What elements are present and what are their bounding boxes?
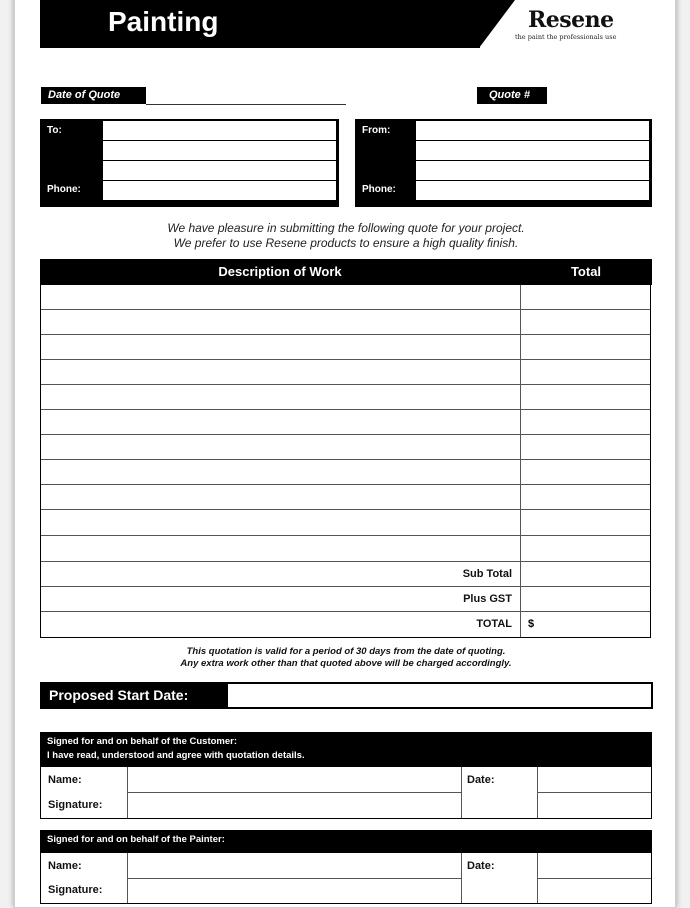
customer-sign-heading-line-1: Signed for and on behalf of the Customer: [47, 736, 237, 747]
customer-signature-field[interactable] [129, 794, 459, 817]
row-line [41, 409, 650, 410]
description-column-header: Description of Work [218, 264, 342, 279]
painter-date-label: Date: [467, 860, 495, 872]
terms-line-2: Any extra work other than that quoted above will be charged accordingly. [180, 658, 512, 669]
to-block [40, 119, 339, 207]
work-table [40, 284, 651, 638]
row-line [41, 484, 650, 485]
to-label: To: [47, 125, 62, 136]
divider [127, 878, 461, 879]
divider [461, 767, 462, 818]
date-of-quote-label: Date of Quote [41, 87, 146, 104]
painter-signature-label: Signature: [48, 884, 103, 896]
divider [461, 853, 462, 903]
brand-logo: Resene [528, 7, 614, 33]
table-header [40, 259, 652, 285]
row-line [41, 586, 650, 587]
to-line-2[interactable] [102, 140, 337, 161]
to-line-1[interactable] [102, 120, 337, 141]
proposed-start-date-field[interactable] [40, 682, 653, 709]
painter-date-field[interactable] [539, 854, 649, 877]
from-phone-field[interactable] [415, 180, 650, 201]
painter-name-label: Name: [48, 860, 82, 872]
divider [537, 878, 651, 879]
currency-symbol: $ [528, 618, 535, 630]
divider [127, 792, 461, 793]
total-column-header: Total [570, 264, 602, 279]
row-line [41, 535, 650, 536]
row-line [41, 359, 650, 360]
painter-sign-box [40, 852, 652, 904]
to-phone-label: Phone: [47, 184, 81, 195]
from-line-2[interactable] [415, 140, 650, 161]
customer-signature-label: Signature: [48, 799, 103, 811]
customer-sign-box [40, 766, 652, 819]
from-block [355, 119, 652, 207]
to-phone-field[interactable] [102, 180, 337, 201]
customer-sign-heading-line-2: I have read, understood and agree with quotation details. [47, 750, 305, 761]
from-line-1[interactable] [415, 120, 650, 141]
to-line-3[interactable] [102, 160, 337, 181]
divider [537, 792, 651, 793]
row-line [41, 309, 650, 310]
customer-sign-heading [40, 732, 652, 767]
plus-gst-label: Plus GST [463, 593, 512, 605]
row-line [41, 459, 650, 460]
proposed-start-date-label: Proposed Start Date: [42, 684, 228, 707]
row-line [41, 434, 650, 435]
from-label: From: [362, 125, 391, 136]
customer-name-field[interactable] [129, 768, 459, 791]
quote-number-label: Quote # [477, 87, 547, 104]
from-line-3[interactable] [415, 160, 650, 181]
title-banner-slant [479, 0, 515, 48]
customer-date-field[interactable] [539, 768, 649, 791]
sub-total-label: Sub Total [462, 568, 512, 580]
title-banner [40, 0, 480, 48]
customer-date-label: Date: [467, 774, 495, 786]
terms-line-1: This quotation is valid for a period of 30 days from the date of quoting. [186, 646, 506, 657]
intro-line-2: We prefer to use Resene products to ensure a high quality finish. [173, 236, 519, 250]
intro-line-1: We have pleasure in submitting the following quote for your project. [167, 221, 525, 235]
painter-sign-heading [40, 830, 652, 852]
row-line [41, 334, 650, 335]
from-phone-label: Phone: [362, 184, 396, 195]
grand-total-label: TOTAL [476, 618, 512, 630]
page-title: Painting [108, 6, 219, 37]
column-divider [520, 285, 521, 637]
row-line [41, 561, 650, 562]
row-line [41, 611, 650, 612]
customer-name-label: Name: [48, 774, 82, 786]
row-line [41, 384, 650, 385]
painter-signature-field[interactable] [129, 880, 459, 902]
painter-sign-heading-line-1: Signed for and on behalf of the Painter: [47, 834, 225, 845]
painter-name-field[interactable] [129, 854, 459, 877]
date-of-quote-field[interactable] [146, 87, 346, 105]
brand-tagline: the paint the professionals use [515, 33, 617, 41]
row-line [41, 509, 650, 510]
